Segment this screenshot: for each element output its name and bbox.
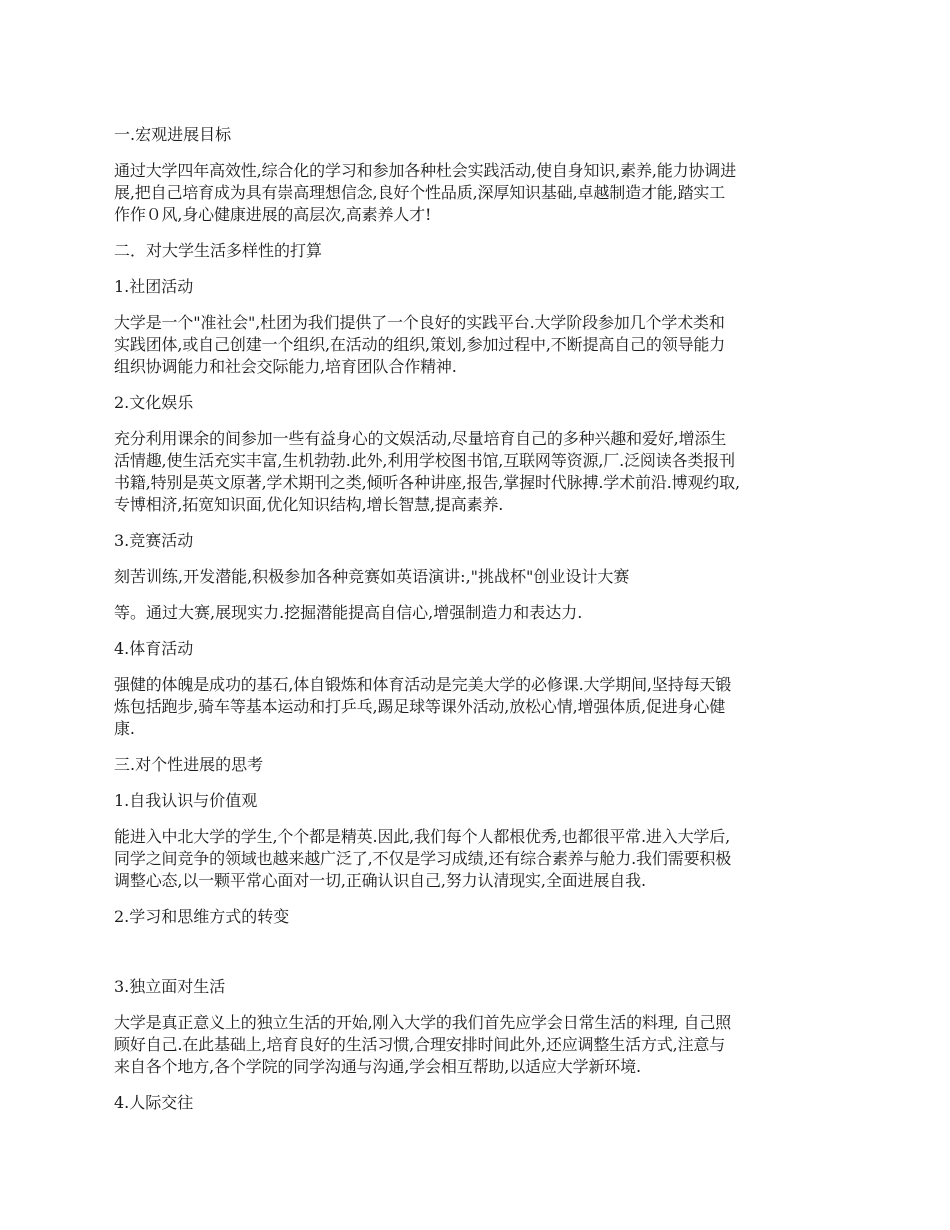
sport-paragraph	[114, 674, 836, 740]
text-line: 大学是真正意义上的独立生活的开始,刚入大学的我们首先应学会日常生活的料理, 自己照	[114, 1013, 732, 1032]
section-1-heading: 一.宏观进展目标	[114, 125, 232, 144]
text-line: 能进入中北大学的学生,个个都是精英.因此,我们每个人都根优秀,也都很平常.进入大学后,	[114, 827, 731, 846]
club-paragraph	[114, 312, 836, 378]
text-line: 通过大学四年高效性,综合化的学习和参加各种杜会实践活动,使自身知识,素养,能力协调进	[114, 161, 737, 180]
text-line: 活情趣,使生活充实丰富,生机勃勃.此外,利用学校图书馆,互联网等资源,厂.泛阅读各类报刊	[114, 451, 736, 470]
text-line: 大学是一个"准社会",杜团为我们提供了一个良好的实践平台.大学阶段参加几个学术类和	[114, 313, 725, 332]
text-line: 作作０风,身心健康进展的高层次,高素养人才!	[114, 205, 432, 224]
text-line: 强健的体魄是成功的基石,体自锻炼和体育活动是完美大学的必修课.大学期间,坚持每天锻	[114, 675, 732, 694]
contest-heading: 3.竞赛活动	[114, 531, 194, 550]
section-1-paragraph	[114, 160, 836, 226]
club-heading: 1.社团活动	[114, 277, 194, 296]
text-line: 展,把自己培育成为具有崇高理想信念,良好个性品质,深厚知识基础,卓越制造才能,踏实工	[114, 183, 726, 202]
culture-paragraph	[114, 428, 836, 516]
contest-paragraph-2: 等。通过大赛,展现实力.挖掘潜能提高自信心,增强制造力和表达力.	[114, 603, 583, 622]
text-line: 调整心态,以一颗平常心面对一切,正确认识自己,努力认清现实,全面进展自我.	[114, 871, 646, 890]
text-line: 来自各个地方,各个学院的同学沟通与沟通,学会相互帮助,以适应大学新环境.	[114, 1057, 641, 1076]
text-line: 组织协调能力和社会交际能力,培育团队合作精神.	[114, 357, 457, 376]
self-paragraph	[114, 826, 836, 892]
contest-paragraph-1: 刻苦训练,开发潜能,积极参加各种竞赛如英语演讲:,"挑战杯"创业设计大赛	[114, 567, 630, 586]
independence-paragraph	[114, 1012, 836, 1078]
text-line: 顾好自己.在此基础上,培育良好的生活习惯,合理安排时间此外,还应调整生活方式,注意与	[114, 1035, 726, 1054]
study-heading: 2.学习和思维方式的转变	[114, 907, 290, 926]
independence-heading: 3.独立面对生活	[114, 977, 226, 996]
text-line: 同学之间竞争的领域也越来越广泛了,不仅是学习成绩,还有综合素养与舱力.我们需要积极	[114, 849, 732, 868]
section-2-heading: 二．对大学生活多样性的打算	[114, 241, 323, 260]
social-heading: 4.人际交往	[114, 1093, 194, 1112]
sport-heading: 4.体育活动	[114, 639, 194, 658]
section-3-heading: 三.对个性进展的思考	[114, 755, 264, 774]
document-page	[114, 124, 836, 1128]
text-line: 实践团体,或自己创建一个组织,在活动的组织,策划,参加过程中,不断提高自己的领导能力	[114, 335, 726, 354]
text-line: 书籍,特别是英文原著,学术期刊之类,倾听各种讲座,报告,掌握时代脉搏.学术前沿.博观约取,	[114, 473, 740, 492]
text-line: 炼包括跑步,骑车等基本运动和打乒乓,踢足球等课外活动,放松心情,增强体质,促进身心健	[114, 697, 726, 716]
self-heading: 1.自我认识与价值观	[114, 791, 258, 810]
text-line: 专博相济,拓宽知识面,优化知识结构,增长智慧,提高素养.	[114, 495, 504, 514]
text-line: 康.	[114, 719, 135, 738]
culture-heading: 2.文化娱乐	[114, 393, 194, 412]
text-line: 充分利用课余的间参加一些有益身心的文娱活动,尽量培育自己的多种兴趣和爱好,增添生	[114, 429, 727, 448]
